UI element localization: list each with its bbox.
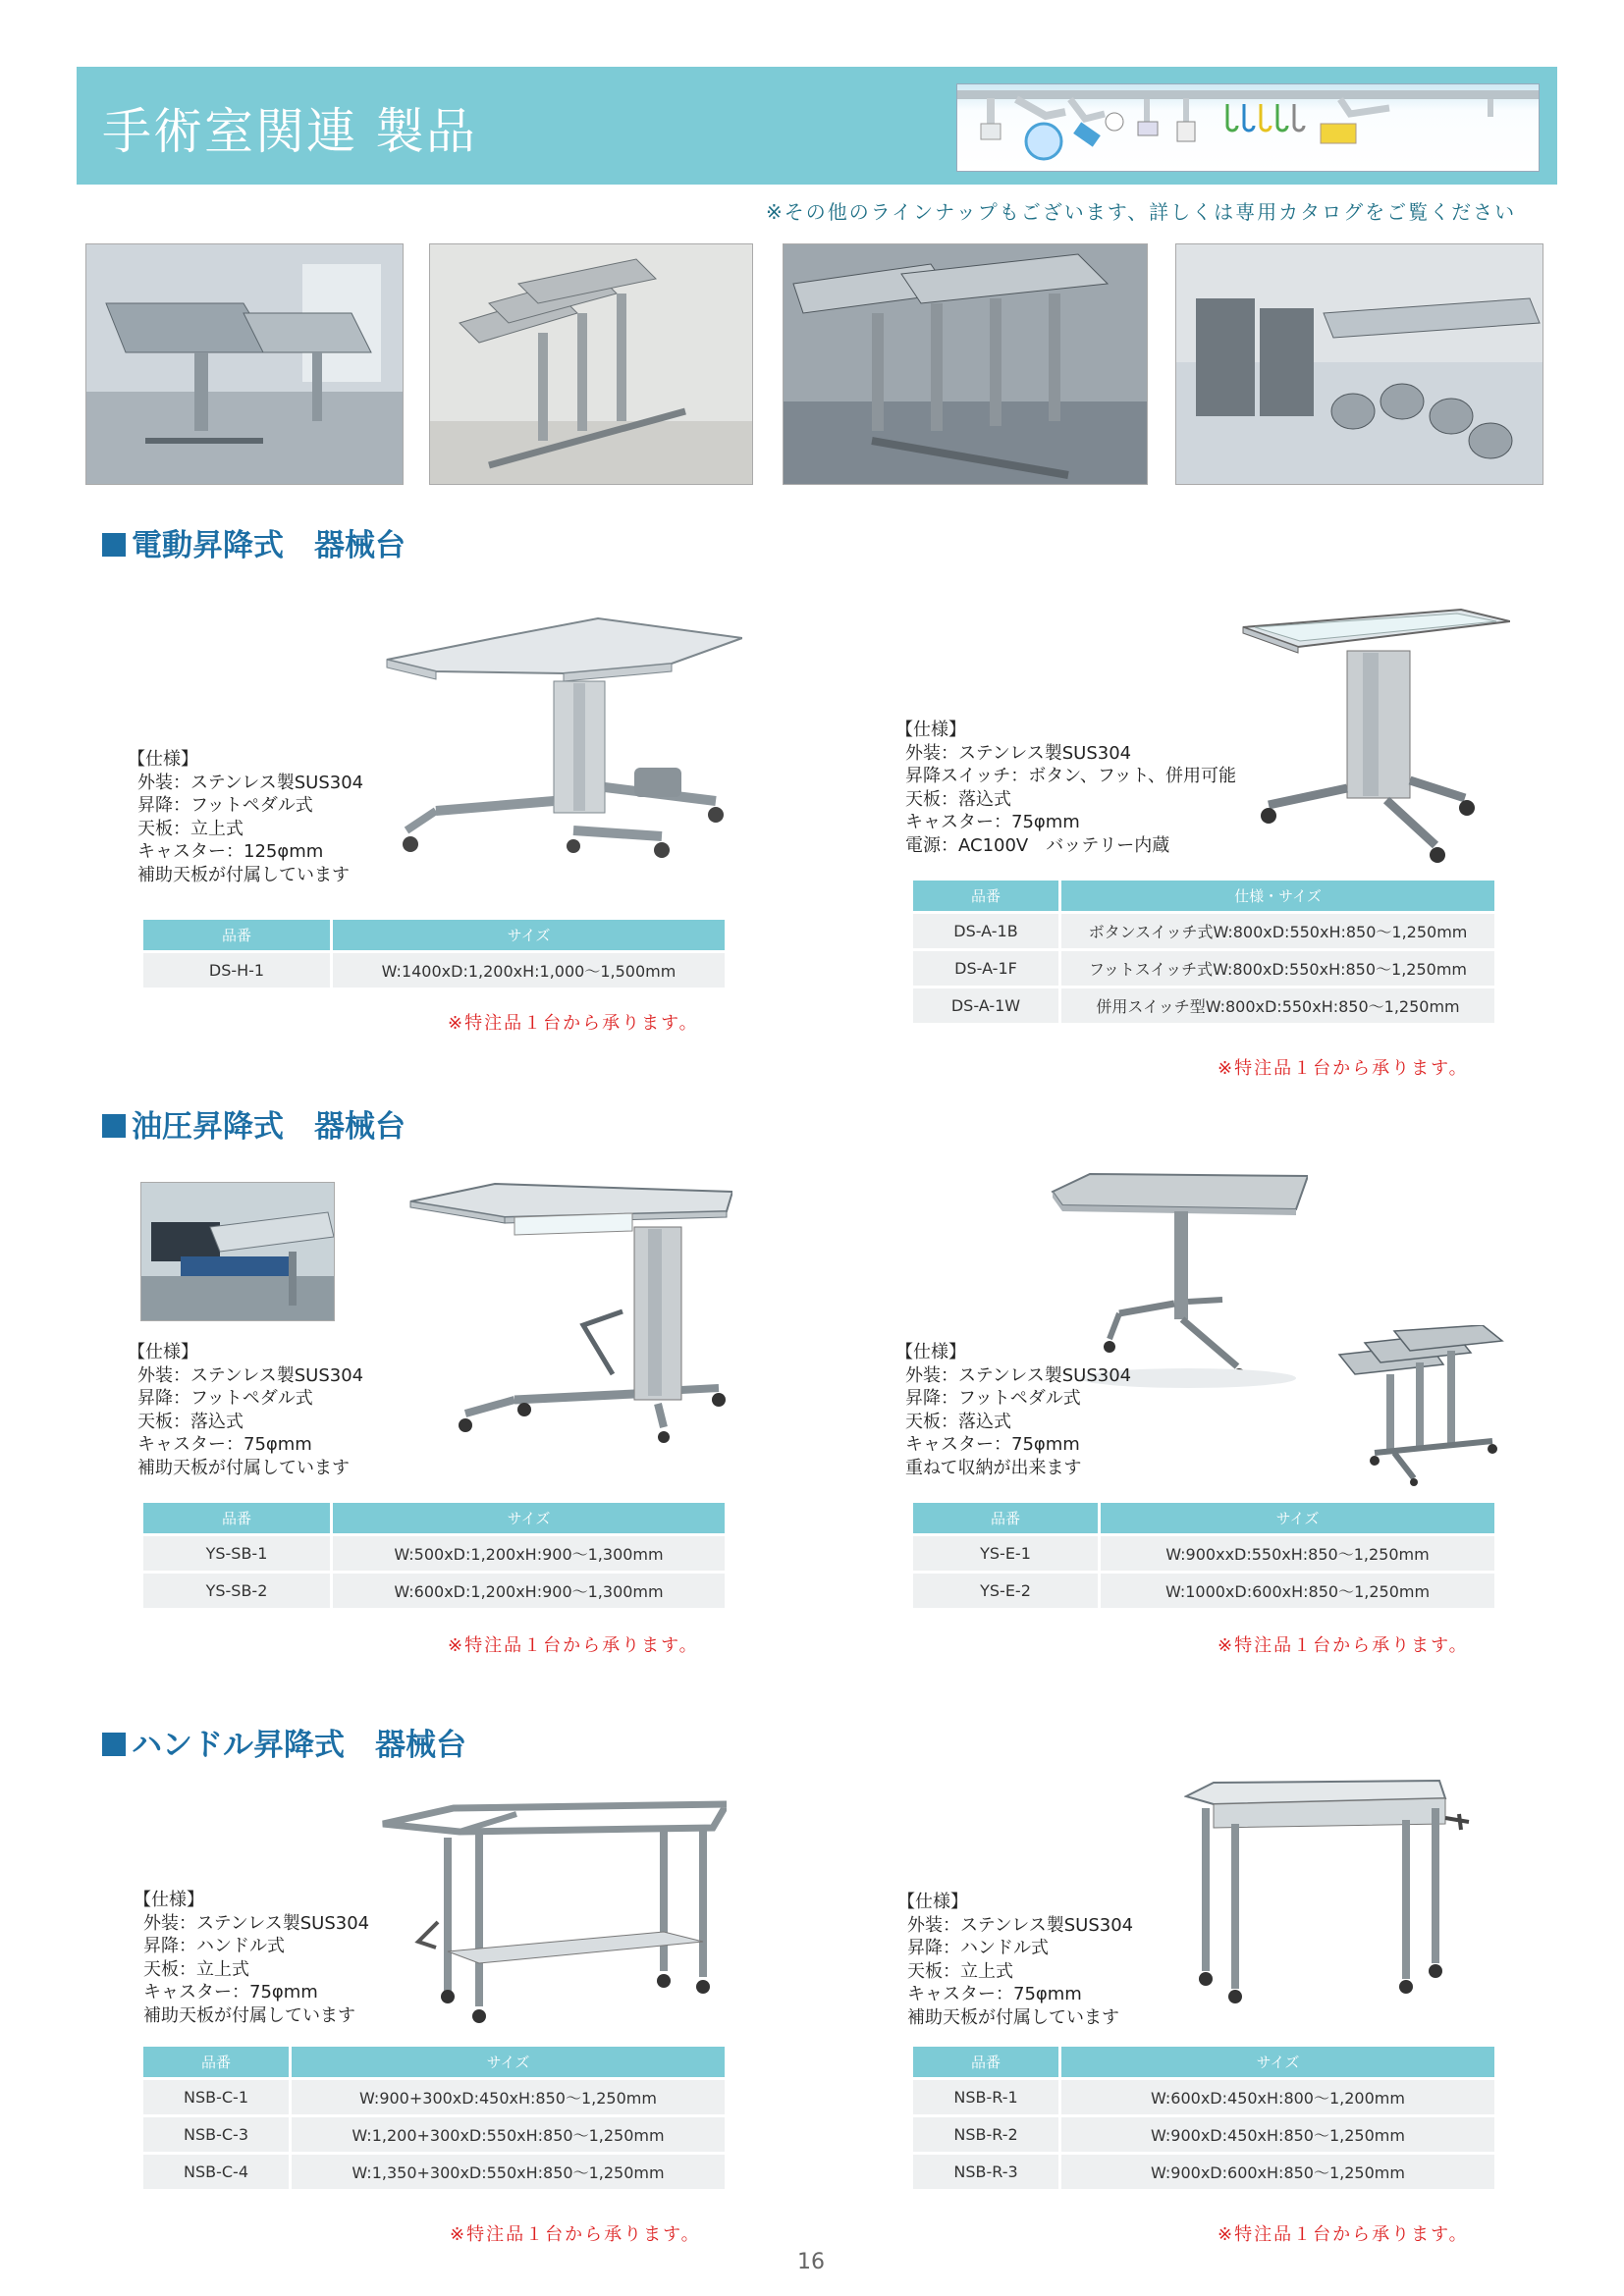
- spec-line: キャスター：75φmm: [907, 1984, 1082, 2004]
- photo-tables-4: [1175, 243, 1543, 485]
- cell-size: W:1,200+300xD:550xH:850～1,250mm: [292, 2117, 725, 2152]
- spec-line: 外装：ステンレス製SUS304: [137, 772, 364, 793]
- order-note-ys-sb: ※特注品１台から承ります。: [448, 1635, 699, 1656]
- product-image-ds-h: [377, 605, 742, 858]
- section-square-icon: [102, 1114, 126, 1138]
- spec-line: 昇降：フットペダル式: [137, 1388, 313, 1409]
- table-ys-sb: [140, 1500, 728, 1611]
- spec-line: 天板：落込式: [905, 1411, 1011, 1432]
- spec-line: 重ねて収納が出来ます: [905, 1457, 1082, 1478]
- order-note-ds-a: ※特注品１台から承ります。: [1218, 1058, 1469, 1079]
- cell-size: W:900xD:450xH:850～1,250mm: [1061, 2117, 1494, 2152]
- table-row: [913, 951, 1494, 986]
- cell-size: W:600xD:1,200xH:900～1,300mm: [333, 1574, 725, 1608]
- spec-line: 補助天板が付属しています: [143, 2004, 355, 2026]
- cell-code: DS-H-1: [143, 953, 330, 988]
- cell-size: W:500xD:1,200xH:900～1,300mm: [333, 1536, 725, 1571]
- cell-code: YS-E-1: [913, 1536, 1098, 1571]
- spec-line: 補助天板が付属しています: [137, 1457, 350, 1478]
- spec-line: 昇降スイッチ：ボタン、フット、併用可能: [905, 766, 1236, 786]
- order-note-nsb-r: ※特注品１台から承ります。: [1218, 2224, 1469, 2245]
- cell-code: NSB-R-2: [913, 2117, 1058, 2152]
- header-size: サイズ: [333, 920, 725, 950]
- table-row: [143, 2080, 725, 2114]
- header-size: サイズ: [333, 1503, 725, 1533]
- cell-code: DS-A-1F: [913, 951, 1058, 986]
- spec-ds-a: [895, 719, 1236, 857]
- table-row: [913, 988, 1494, 1023]
- header-code: 品番: [143, 1503, 330, 1533]
- header-code: 品番: [143, 2047, 289, 2077]
- spec-line: 外装：ステンレス製SUS304: [905, 1364, 1132, 1386]
- photo-tables-2: [429, 243, 753, 485]
- cell-size: W:600xD:450xH:800～1,200mm: [1061, 2080, 1494, 2114]
- page-title: 手術室関連 製品: [102, 103, 477, 160]
- header-code: 品番: [143, 920, 330, 950]
- spec-ds-h: [128, 748, 363, 886]
- cell-code: NSB-C-1: [143, 2080, 289, 2114]
- header-size: サイズ: [292, 2047, 725, 2077]
- table-row: [913, 1574, 1494, 1608]
- spec-line: 天板：立上式: [137, 818, 244, 839]
- section-title-hydraulic: 油圧昇降式 器械台: [102, 1101, 406, 1146]
- spec-heading: 【仕様】: [895, 720, 966, 740]
- spec-line: 補助天板が付属しています: [137, 864, 350, 885]
- photo-tables-1: [85, 243, 404, 485]
- spec-heading: 【仕様】: [895, 1342, 966, 1362]
- cell-code: YS-SB-1: [143, 1536, 330, 1571]
- spec-line: 昇降：フットペダル式: [137, 795, 313, 816]
- ceiling-equipment-illustration: [957, 84, 1539, 171]
- spec-heading: 【仕様】: [128, 749, 198, 770]
- header-band: [77, 67, 1557, 185]
- product-image-ys-e-stacked: [1335, 1325, 1508, 1486]
- cell-size: W:1,350+300xD:550xH:850～1,250mm: [292, 2155, 725, 2189]
- order-note-nsb-c: ※特注品１台から承ります。: [450, 2224, 701, 2245]
- table-ds-a: [910, 878, 1497, 1026]
- spec-line: 昇降：ハンドル式: [143, 1936, 285, 1956]
- spec-heading: 【仕様】: [897, 1892, 968, 1912]
- table-row: [143, 2117, 725, 2152]
- product-image-nsb-c: [379, 1794, 727, 2030]
- table-ys-e: [910, 1500, 1497, 1611]
- product-image-nsb-r: [1184, 1779, 1477, 2018]
- table-row: [143, 1574, 725, 1608]
- spec-line: キャスター：75φmm: [905, 812, 1080, 832]
- table-ds-h: [140, 917, 728, 990]
- header-banner-image: [956, 83, 1540, 172]
- spec-line: キャスター：125φmm: [137, 841, 324, 862]
- table-row: [143, 953, 725, 988]
- section-square-icon: [102, 1733, 126, 1756]
- cell-size: フットスイッチ式W:800xD:550xH:850～1,250mm: [1061, 951, 1494, 986]
- spec-ys-sb: [128, 1341, 363, 1479]
- header-code: 品番: [913, 2047, 1058, 2077]
- spec-line: キャスター：75φmm: [905, 1434, 1080, 1455]
- cell-size: W:1000xD:600xH:850～1,250mm: [1101, 1574, 1494, 1608]
- spec-line: 天板：立上式: [907, 1960, 1013, 1982]
- table-nsb-r: [910, 2044, 1497, 2192]
- cell-code: NSB-R-3: [913, 2155, 1058, 2189]
- cell-code: NSB-C-4: [143, 2155, 289, 2189]
- photo-ys-sb-in-use: [140, 1182, 335, 1321]
- section-title-handle: ハンドル昇降式 器械台: [102, 1720, 466, 1764]
- spec-line: 補助天板が付属しています: [907, 2006, 1119, 2028]
- header-size: サイズ: [1101, 1503, 1494, 1533]
- cell-code: DS-A-1B: [913, 914, 1058, 948]
- table-row: [143, 2155, 725, 2189]
- table-row: [913, 2117, 1494, 2152]
- cell-code: YS-E-2: [913, 1574, 1098, 1608]
- table-row: [913, 1536, 1494, 1571]
- spec-line: 外装：ステンレス製SUS304: [143, 1912, 370, 1934]
- spec-line: 天板：落込式: [137, 1411, 244, 1432]
- spec-line: 電源：AC100V バッテリー内蔵: [905, 834, 1170, 856]
- cell-code: NSB-R-1: [913, 2080, 1058, 2114]
- header-spec-size: 仕様・サイズ: [1061, 881, 1494, 911]
- cell-code: DS-A-1W: [913, 988, 1058, 1023]
- cell-size: W:900xxD:550xH:850～1,250mm: [1101, 1536, 1494, 1571]
- product-image-ds-a: [1239, 604, 1510, 869]
- product-image-ys-sb: [406, 1178, 732, 1443]
- table-nsb-c: [140, 2044, 728, 2192]
- spec-heading: 【仕様】: [134, 1890, 204, 1910]
- cell-size: ボタンスイッチ式W:800xD:550xH:850～1,250mm: [1061, 914, 1494, 948]
- lineup-note: ※その他のラインナップもございます、詳しくは専用カタログをご覧ください: [766, 200, 1517, 224]
- spec-line: 天板：立上式: [143, 1958, 249, 1980]
- section-square-icon: [102, 533, 126, 557]
- spec-line: 昇降：フットペダル式: [905, 1388, 1081, 1409]
- cell-size: 併用スイッチ型W:800xD:550xH:850～1,250mm: [1061, 988, 1494, 1023]
- spec-heading: 【仕様】: [128, 1342, 198, 1362]
- table-row: [143, 1536, 725, 1571]
- spec-line: 外装：ステンレス製SUS304: [137, 1364, 364, 1386]
- page-number: 16: [797, 2250, 825, 2274]
- spec-line: 外装：ステンレス製SUS304: [907, 1914, 1134, 1936]
- spec-line: キャスター：75φmm: [137, 1434, 312, 1455]
- order-note-ys-e: ※特注品１台から承ります。: [1218, 1635, 1469, 1656]
- spec-nsb-r: [897, 1891, 1133, 2029]
- cell-size: W:900xD:600xH:850～1,250mm: [1061, 2155, 1494, 2189]
- cell-code: YS-SB-2: [143, 1574, 330, 1608]
- cell-code: NSB-C-3: [143, 2117, 289, 2152]
- table-row: [913, 914, 1494, 948]
- spec-line: キャスター：75φmm: [143, 1982, 318, 2002]
- spec-line: 昇降：ハンドル式: [907, 1938, 1049, 1958]
- cell-size: W:1400xD:1,200xH:1,000～1,500mm: [333, 953, 725, 988]
- spec-nsb-c: [134, 1889, 369, 2027]
- header-size: サイズ: [1061, 2047, 1494, 2077]
- section-title-electric: 電動昇降式 器械台: [102, 520, 406, 564]
- spec-ys-e: [895, 1341, 1131, 1479]
- photo-tables-3: [783, 243, 1148, 485]
- table-row: [913, 2080, 1494, 2114]
- header-code: 品番: [913, 1503, 1098, 1533]
- table-row: [913, 2155, 1494, 2189]
- spec-line: 外装：ステンレス製SUS304: [905, 742, 1132, 764]
- header-code: 品番: [913, 881, 1058, 911]
- cell-size: W:900+300xD:450xH:850～1,250mm: [292, 2080, 725, 2114]
- spec-line: 天板：落込式: [905, 788, 1011, 810]
- order-note-ds-h: ※特注品１台から承ります。: [448, 1013, 699, 1034]
